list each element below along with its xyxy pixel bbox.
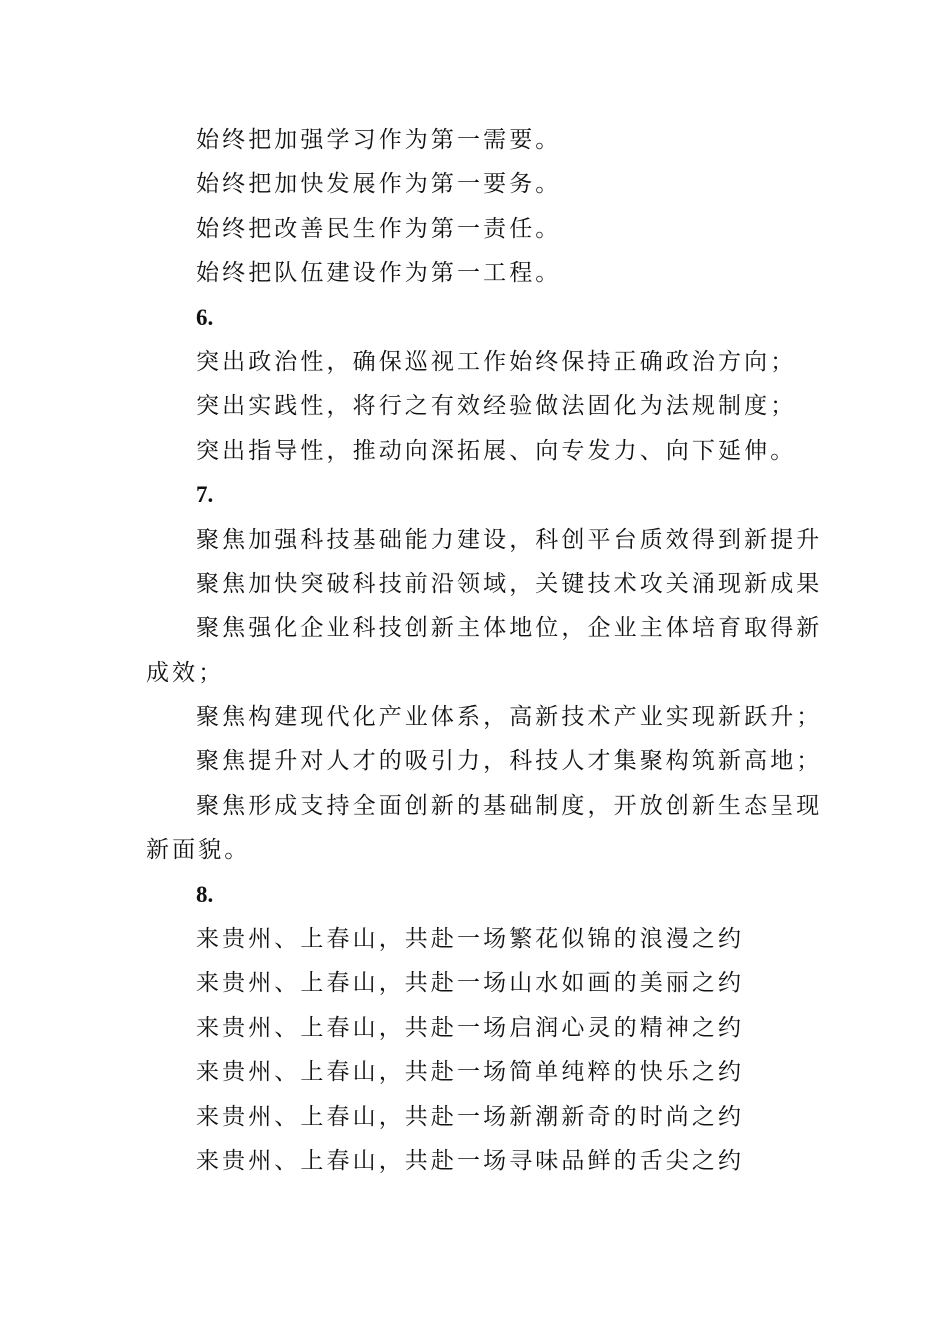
paragraph-line: 始终把队伍建设作为第一工程。: [196, 260, 562, 287]
document-page: [146, 118, 823, 1183]
paragraph-line: 突出指导性，推动向深拓展、向专发力、向下延伸。: [196, 437, 797, 464]
section-number: 8.: [196, 881, 214, 907]
paragraph-line: 来贵州、上春山，共赴一场启润心灵的精神之约: [196, 1014, 745, 1041]
paragraph-line: 来贵州、上春山，共赴一场简单纯粹的快乐之约: [196, 1059, 745, 1086]
paragraph-line: 聚焦加强科技基础能力建设，科创平台质效得到新提升: [196, 526, 823, 553]
paragraph-line: 聚焦加快突破科技前沿领域，关键技术攻关涌现新成果: [196, 570, 823, 597]
paragraph-line: 来贵州、上春山，共赴一场繁花似锦的浪漫之约: [196, 926, 745, 953]
paragraph-line: 突出政治性，确保巡视工作始终保持正确政治方向；: [196, 348, 797, 375]
paragraph-line: 聚焦提升对人才的吸引力，科技人才集聚构筑新高地；: [196, 748, 823, 775]
section-number: 6.: [196, 304, 214, 330]
paragraph-line: 始终把改善民生作为第一责任。: [196, 215, 562, 242]
paragraph-line: 聚焦构建现代化产业体系，高新技术产业实现新跃升；: [196, 704, 823, 731]
section-number: 7.: [196, 482, 214, 508]
paragraph-line: 始终把加强学习作为第一需要。: [196, 127, 562, 153]
paragraph-line-wrap: 新面貌。: [146, 837, 251, 864]
paragraph-line: 聚焦形成支持全面创新的基础制度，开放创新生态呈现: [196, 792, 823, 819]
paragraph-line: 突出实践性，将行之有效经验做法固化为法规制度；: [196, 393, 797, 420]
paragraph-line-wrap: 成效；: [146, 659, 225, 686]
paragraph-line: 聚焦强化企业科技创新主体地位，企业主体培育取得新: [196, 615, 823, 642]
paragraph-line: 来贵州、上春山，共赴一场新潮新奇的时尚之约: [196, 1103, 745, 1130]
paragraph-line: 来贵州、上春山，共赴一场寻味品鲜的舌尖之约: [196, 1147, 745, 1174]
paragraph-line: 始终把加快发展作为第一要务。: [196, 171, 562, 198]
paragraph-line: 来贵州、上春山，共赴一场山水如画的美丽之约: [196, 970, 745, 997]
